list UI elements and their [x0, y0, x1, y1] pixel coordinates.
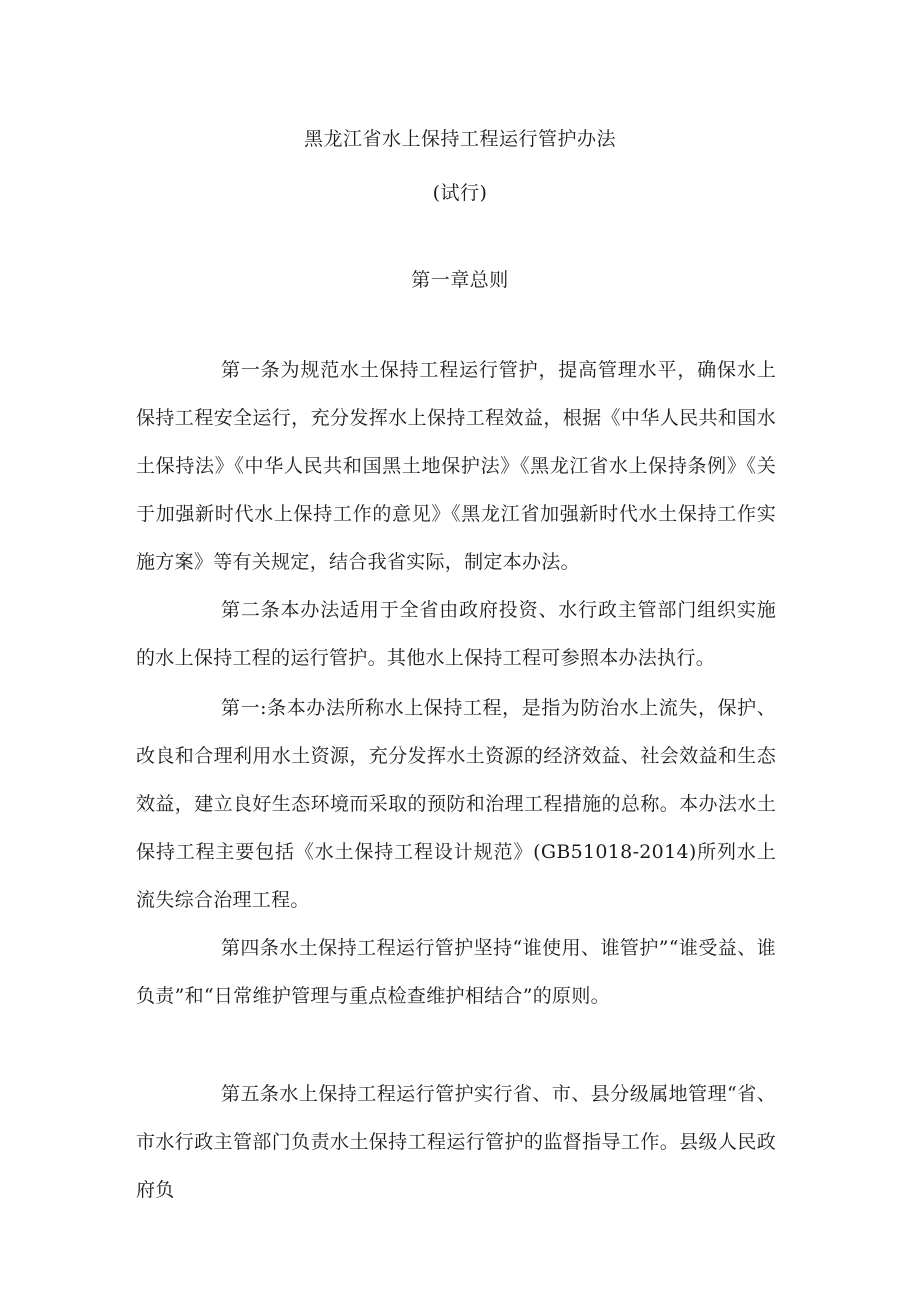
document-title: 黑龙江省水上保持工程运行管护办法: [303, 128, 616, 150]
article-1-paragraph: 第一条为规范水土保持工程运行管护，提高管理水平，确保水上保持工程安全运行，充分发挥水上保持工程效益，根据《中华人民共和国水土保持法》《中华人民共和国黑土地保护法》《黑龙江省水上保持条例》《关于加强新时代水上保持工作的意见》《黑龙江省加强新时代水土保持工作实施方案》等有关规定，结合我省实际，制定本办法。: [136, 359, 776, 573]
chapter-heading: 第一章总则: [411, 269, 509, 291]
article-5-paragraph: 第五条水上保持工程运行管护实行省、市、县分级属地管理“省、市水行政主管部门负责水土保持工程运行管护的监督指导工作。县级人民政府负: [136, 1083, 776, 1201]
article-2-paragraph: 第二条本办法适用于全省由政府投资、水行政主管部门组织实施的水上保持工程的运行管护。其他水上保持工程可参照本办法执行。: [136, 599, 776, 669]
article-4-paragraph: 第四条水土保持工程运行管护坚持“谁使用、谁管护”“谁受益、谁负责”和“日常维护管理与重点检查维护相结合”的原则。: [136, 937, 776, 1007]
article-3-paragraph: 第一:条本办法所称水上保持工程，是指为防治水上流失，保护、改良和合理利用水土资源，充分发挥水土资源的经济效益、社会效益和生态效益，建立良好生态环境而采取的预防和治理工程措施的总称。本办法水土保持工程主要包括《水土保持工程设计规范》(GB51018-2014)所列水上流失综合治理工程。: [136, 697, 776, 911]
document-subtitle: (试行): [432, 182, 488, 204]
